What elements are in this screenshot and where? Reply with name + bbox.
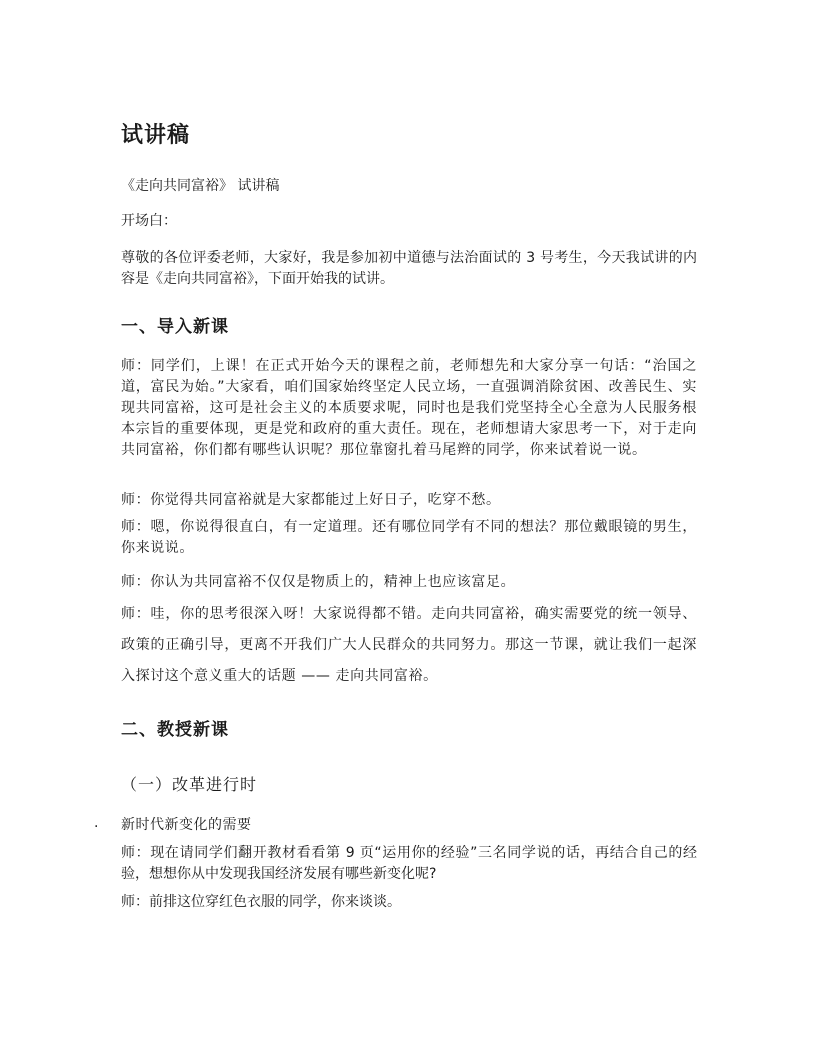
subsection-heading: （一）改革进行时: [121, 775, 258, 794]
list-item-text: 新时代新变化的需要: [121, 817, 252, 833]
document-title: 试讲稿: [121, 123, 191, 148]
list-bullet: .: [94, 815, 99, 831]
section1-paragraph: 师：嗯，你说得很直白，有一定道理。还有哪位同学有不同的想法？那位戴眼镜的男生，你来说说。: [121, 519, 697, 556]
section1-paragraph: 师：你觉得共同富裕就是大家都能过上好日子，吃穿不愁。: [121, 492, 501, 508]
section2-paragraph: 师：现在请同学们翻开教材看看第 9 页“运用你的经验”三名同学说的话，再结合自己的经验，想想你从中发现我国经济发展有哪些新变化呢?: [121, 845, 697, 882]
document-subtitle: 《走向共同富裕》 试讲稿: [121, 178, 280, 194]
section1-paragraph: 师：你认为共同富裕不仅仅是物质上的，精神上也应该富足。: [121, 574, 516, 590]
section2-paragraph: 师：前排这位穿红色衣服的同学，你来谈谈。: [121, 894, 401, 910]
section1-paragraph: 师：同学们，上课！在正式开始今天的课程之前，老师想先和大家分享一句话：“治国之道，富民为始。”大家看，咱们国家始终坚定人民立场，一直强调消除贫困、改善民生、实现共同富裕，这可是社会主义的本质要求呢，同时也是我们党坚持全心全意为人民服务根本宗旨的重要体现，更是党和政府的重大责任。现在，老师想请大家思考一下，对于走向共同富裕，你们都有哪些认识呢？那位靠窗扎着马尾辫的同学，你来试着说一说。: [121, 358, 697, 458]
section1-paragraph: 师：哇，你的思考很深入呀！大家说得都不错。走向共同富裕，确实需要党的统一领导、政策的正确引导，更离不开我们广大人民群众的共同努力。那这一节课，就让我们一起深入探讨这个意义重大的话题 —— 走向共同富裕。: [121, 606, 697, 684]
section-heading-teach: 二、教授新课: [121, 720, 229, 740]
intro-paragraph: 尊敬的各位评委老师，大家好，我是参加初中道德与法治面试的 3 号考生，今天我试讲的内容是《走向共同富裕》，下面开始我的试讲。: [121, 250, 697, 287]
opening-label: 开场白：: [121, 213, 177, 229]
section-heading-import: 一、导入新课: [121, 317, 229, 337]
